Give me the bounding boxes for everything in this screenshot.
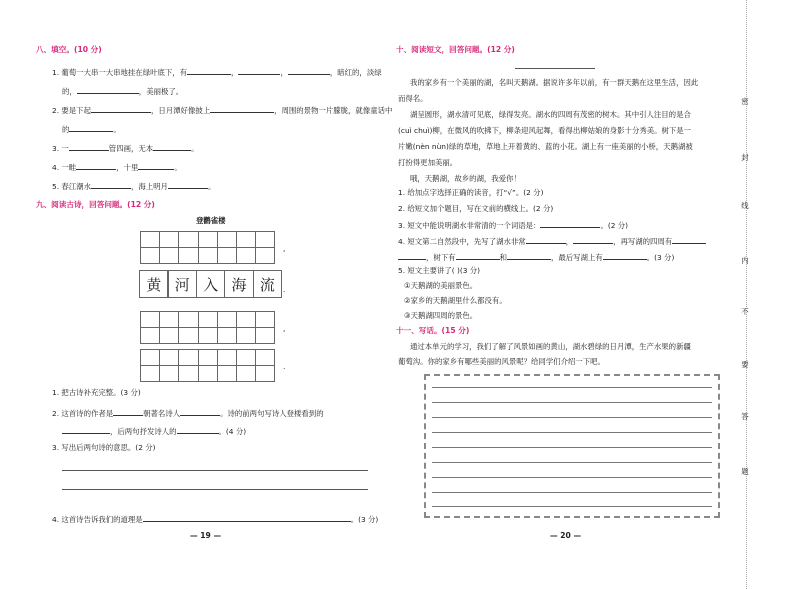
- q10-4-text-f: ，最后写湖上有: [550, 253, 603, 262]
- poem-grid-line1[interactable]: [140, 231, 275, 264]
- blank[interactable]: [177, 425, 219, 434]
- blank[interactable]: [91, 180, 131, 189]
- q10-4-text-a: 4. 短文第二自然段中，先写了湖水非常: [398, 237, 526, 246]
- q8-2-text-e: 。: [113, 125, 121, 134]
- q8-2-text-c: ，周围的景物一片朦胧，就像童话中: [274, 106, 393, 115]
- blank[interactable]: [540, 219, 600, 228]
- q8-3-text-a: 3. 一: [52, 144, 69, 153]
- blank[interactable]: [238, 66, 280, 75]
- q8-3: [52, 142, 199, 154]
- writing-line[interactable]: [432, 506, 712, 507]
- blank[interactable]: [77, 85, 139, 94]
- writing-line[interactable]: [432, 447, 712, 448]
- blank[interactable]: [573, 235, 613, 244]
- option-2[interactable]: ②家乡的天鹅湖里什么都没有。: [404, 296, 507, 305]
- poem-char: 入: [196, 270, 225, 298]
- blank[interactable]: [180, 407, 220, 416]
- blank[interactable]: [210, 104, 274, 113]
- q8-1-text-c: ，: [280, 68, 288, 77]
- q8-5-text-c: 。: [207, 182, 216, 191]
- writing-line[interactable]: [432, 402, 712, 403]
- writing-area[interactable]: [424, 374, 720, 518]
- section-8-title: 八、填空。(10 分): [36, 45, 102, 54]
- q10-4-text-d: ，树下有: [426, 253, 456, 262]
- poem-char: 黄: [139, 270, 168, 298]
- poem-line2-chars: [140, 270, 282, 298]
- q8-1-text-e: 的，: [62, 87, 77, 96]
- q8-3-text-b: 管四画，无本: [108, 144, 154, 153]
- punctuation-comma: ,: [283, 244, 286, 253]
- binder-char: 线: [741, 201, 749, 210]
- q8-4-text-b: ，十里: [116, 163, 139, 172]
- q10-4-text-c: ，再写湖的四周有: [613, 237, 673, 246]
- blank[interactable]: [69, 123, 113, 132]
- writing-prompt-line1: 通过本单元的学习，我们了解了风景如画的黄山，湖水碧绿的日月潭，生产水果的新疆: [410, 342, 691, 351]
- blank[interactable]: [603, 251, 647, 260]
- binding-line: [746, 0, 747, 589]
- page-number-right: — 20 —: [550, 531, 582, 540]
- blank[interactable]: [398, 251, 426, 260]
- binder-char: 密: [741, 97, 749, 106]
- q10-3: [398, 219, 628, 231]
- blank[interactable]: [138, 161, 174, 170]
- poem-char: 海: [224, 270, 253, 298]
- writing-line[interactable]: [432, 432, 712, 433]
- writing-line[interactable]: [432, 477, 712, 478]
- blank[interactable]: [456, 251, 500, 260]
- passage-p1-line1: 我的家乡有一个美丽的湖，名叫天鹅湖。据说许多年以前，有一群天鹅在这里生活，因此: [410, 78, 699, 87]
- answer-line[interactable]: [62, 489, 368, 490]
- poem-grid-line4[interactable]: [140, 349, 275, 382]
- q10-4-line2: [398, 251, 674, 263]
- blank[interactable]: [76, 161, 116, 170]
- q9-4-text-b: 。(3 分): [350, 515, 379, 524]
- q9-4-text-a: 4. 这首诗告诉我们的道理是: [52, 515, 143, 524]
- q10-4-text-b: ，: [565, 237, 574, 246]
- writing-line[interactable]: [432, 417, 712, 418]
- passage-p3: 哦，天鹅湖，故乡的湖，我爱你！: [410, 174, 521, 183]
- q8-4: [52, 161, 182, 173]
- q8-5-text-b: ，海上明月: [130, 182, 168, 191]
- q8-1-text-f: ，美丽极了。: [138, 87, 184, 96]
- q10-3-text-b: 。(2 分): [600, 221, 629, 230]
- passage-p2-line2: (cuì chuì)柳，在微风的吹拂下，柳条迎风起舞，看得出柳姑娘的身影十分秀美。树下是一: [398, 126, 692, 135]
- q9-2-text-d: ，后两句抒发诗人的: [110, 427, 177, 436]
- passage-p2-line4: 打扮得更加美丽。: [398, 158, 458, 167]
- q8-5-text-a: 5. 春江潮水: [52, 182, 91, 191]
- title-answer-line[interactable]: [515, 68, 595, 69]
- q9-2-text-b: 朝著名诗人: [143, 409, 181, 418]
- q8-1-text-d: ，暗红的，淡绿: [329, 68, 382, 77]
- writing-line[interactable]: [432, 462, 712, 463]
- option-1[interactable]: ①天鹅湖的美丽景色。: [404, 281, 478, 290]
- binder-char: 答: [741, 412, 749, 421]
- binder-char: 要: [741, 360, 749, 369]
- q8-2-line1: [52, 104, 392, 116]
- q9-2-line1: [52, 407, 324, 419]
- section-9-title: 九、阅读古诗，回答问题。(12 分): [36, 200, 155, 209]
- q8-1-line1: [52, 66, 382, 78]
- punctuation-comma: ,: [283, 324, 286, 333]
- blank[interactable]: [507, 251, 551, 260]
- blank[interactable]: [69, 142, 109, 151]
- q8-2-text-a: 2. 要是下起: [52, 106, 91, 115]
- writing-prompt-line2: 葡萄沟。你的家乡有哪些美丽的风景呢？给同学们介绍一下吧。: [398, 357, 605, 366]
- q10-4-line1: [398, 235, 706, 247]
- writing-line[interactable]: [432, 492, 712, 493]
- q9-2-text-c: 。诗的前两句写诗人登楼看到的: [220, 409, 324, 418]
- binder-char: 题: [741, 467, 749, 476]
- poem-title: 登鹳雀楼: [196, 216, 226, 225]
- blank[interactable]: [168, 180, 208, 189]
- poem-grid-line3[interactable]: [140, 311, 275, 344]
- q10-3-text-a: 3. 短文中能说明湖水非常清的一个词语是：: [398, 221, 541, 230]
- q9-4: [52, 513, 378, 525]
- q10-2: 2. 给短文加个题目，写在文前的横线上。(2 分): [398, 204, 554, 213]
- binder-char: 封: [741, 153, 749, 162]
- q8-1-line2: [62, 85, 183, 97]
- blank[interactable]: [672, 235, 706, 244]
- passage-p2-line3: 片嫩(nèn nùn)绿的草地，草地上开着黄的、蓝的小花。湖上有一座美丽的小桥，天鹅湖被: [398, 142, 693, 151]
- q8-1-text-b: ，: [231, 68, 239, 77]
- q9-2-text-e: 。(4 分): [218, 427, 247, 436]
- section-10-title: 十、阅读短文，回答问题。(12 分): [396, 45, 515, 54]
- q10-1: 1. 给加点字选择正确的读音，打“√”。(2 分): [398, 188, 544, 197]
- passage-p1-line2: 而得名。: [398, 94, 428, 103]
- q9-3: 3. 写出后两句诗的意思。(2 分): [52, 443, 156, 452]
- blank[interactable]: [526, 235, 566, 244]
- page-number-left: — 19 —: [190, 531, 222, 540]
- poem-char: 河: [168, 270, 197, 298]
- section-11-title: 十一、写话。(15 分): [396, 326, 470, 335]
- punctuation-period: .: [283, 362, 286, 371]
- punctuation-period: .: [283, 285, 286, 294]
- q8-4-text-a: 4. 一畦: [52, 163, 77, 172]
- q8-5: [52, 180, 215, 192]
- poem-char: 流: [253, 270, 282, 298]
- option-3[interactable]: ③天鹅湖四周的景色。: [404, 311, 478, 320]
- blank[interactable]: [91, 104, 151, 113]
- passage-p2-line1: 湖呈圆形，湖水清可见底，绿得发亮。湖水的四周有茂密的树木。其中引人注目的是合: [410, 110, 691, 119]
- q9-2-text-a: 2. 这首诗的作者是: [52, 409, 114, 418]
- q10-4-text-g: 。(3 分): [646, 253, 675, 262]
- writing-line[interactable]: [432, 387, 712, 388]
- answer-line[interactable]: [62, 470, 368, 471]
- binder-char: 不: [741, 307, 749, 316]
- q8-2-text-b: ，日月潭好像披上: [150, 106, 211, 115]
- q8-1-text-a: 1. 葡萄一大串一大串地挂在绿叶底下，有: [52, 68, 188, 77]
- blank[interactable]: [143, 513, 351, 522]
- q10-4-text-e: 和: [499, 253, 507, 262]
- blank[interactable]: [288, 66, 330, 75]
- q9-2-line2: [62, 425, 246, 437]
- blank[interactable]: [153, 142, 191, 151]
- q10-5: 5. 短文主要讲了( )(3 分): [398, 266, 481, 275]
- binder-char: 内: [741, 256, 749, 265]
- blank[interactable]: [187, 66, 231, 75]
- blank[interactable]: [62, 425, 110, 434]
- q8-2-text-d: 的: [62, 125, 70, 134]
- blank[interactable]: [113, 407, 143, 416]
- q8-2-line2: [62, 123, 121, 135]
- q8-4-text-c: 。: [174, 163, 182, 172]
- q9-1: 1. 把古诗补充完整。(3 分): [52, 388, 141, 397]
- q8-3-text-c: 。: [191, 144, 199, 153]
